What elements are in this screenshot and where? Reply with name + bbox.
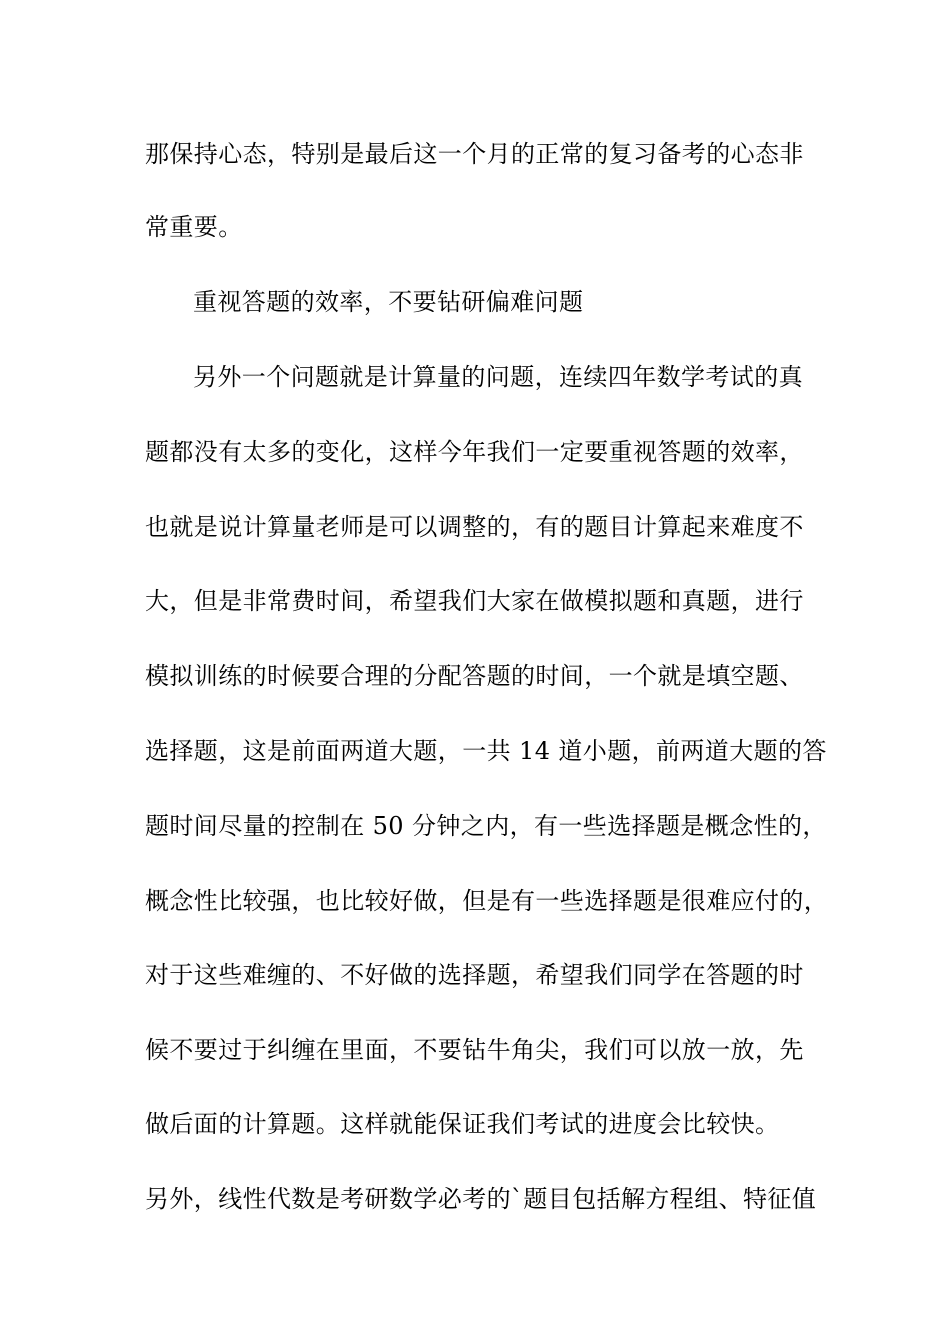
text-line: 题时间尽量的控制在 50 分钟之内，有一些选择题是概念性的，: [145, 812, 827, 840]
text-line: 模拟训练的时候要合理的分配答题的时间，一个就是填空题、: [145, 662, 804, 690]
paragraph-first-line: 另外一个问题就是计算量的问题，连续四年数学考试的真: [193, 363, 803, 391]
text-line: 也就是说计算量老师是可以调整的，有的题目计算起来难度不: [145, 513, 804, 541]
text-line: 做后面的计算题。这样就能保证我们考试的进度会比较快。: [145, 1110, 780, 1138]
text-line: 那保持心态，特别是最后这一个月的正常的复习备考的心态非: [145, 140, 804, 168]
text-line: 概念性比较强，也比较好做，但是有一些选择题是很难应付的，: [145, 887, 829, 915]
section-heading: 重视答题的效率，不要钻研偏难问题: [193, 288, 584, 316]
text-line: 对于这些难缠的、不好做的选择题，希望我们同学在答题的时: [145, 961, 804, 989]
text-line: 大，但是非常费时间，希望我们大家在做模拟题和真题，进行: [145, 587, 804, 615]
text-line: 题都没有太多的变化，这样今年我们一定要重视答题的效率，: [145, 438, 804, 466]
text-line: 常重要。: [145, 213, 243, 241]
text-line: 另外，线性代数是考研数学必考的`题目包括解方程组、特征值: [145, 1185, 817, 1213]
text-line: 选择题，这是前面两道大题，一共 14 道小题，前两道大题的答: [145, 737, 827, 765]
text-line: 候不要过于纠缠在里面，不要钻牛角尖，我们可以放一放，先: [145, 1036, 804, 1064]
